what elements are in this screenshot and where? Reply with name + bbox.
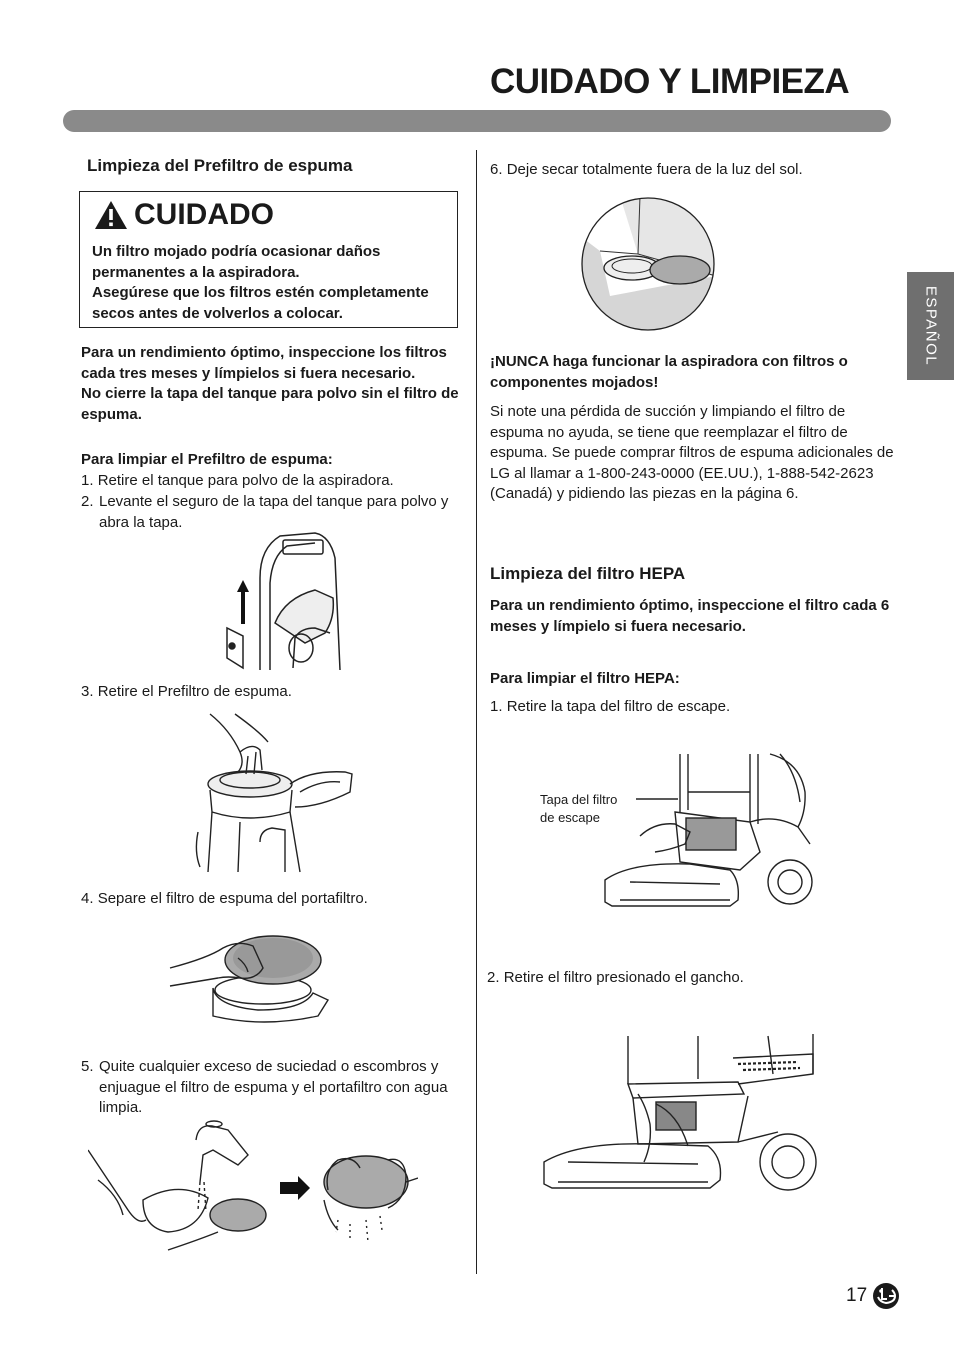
wet-filter-warning: ¡NUNCA haga funcionar la aspiradora con filtros o componentes mojados!	[490, 353, 848, 391]
step-number: 4.	[81, 890, 94, 907]
step-text: Levante el seguro de la tapa del tanque para polvo y abra la tapa.	[99, 493, 449, 531]
step-5	[81, 1057, 466, 1119]
callout-line-1: Tapa del filtro	[540, 792, 618, 807]
rinse-filter-illustration	[88, 1120, 418, 1260]
step-1	[81, 471, 466, 492]
step-number: 1.	[490, 698, 503, 715]
step-number: 1.	[81, 472, 94, 489]
caution-heading-row	[94, 198, 274, 232]
step-text: Deje secar totalmente fuera de la luz del sol.	[506, 161, 803, 178]
step-number: 6.	[490, 161, 503, 178]
step-4	[81, 889, 466, 910]
column-divider	[476, 150, 477, 1274]
caution-text-2: Asegúrese que los filtros estén completamente secos antes de volverlos a colocar.	[92, 284, 429, 322]
step-text: Separe el filtro de espuma del portafiltro.	[97, 890, 368, 907]
language-label: ESPAÑOL	[922, 285, 939, 367]
caution-heading: CUIDADO	[134, 198, 274, 231]
language-side-tab	[907, 272, 954, 380]
step-2	[81, 492, 461, 533]
remove-prefilter-illustration	[190, 712, 360, 874]
hepa-step-2	[487, 968, 887, 989]
step-text: Retire el filtro presionado el gancho.	[503, 969, 744, 986]
hepa-step-1	[490, 697, 890, 718]
step-text: Retire el Prefiltro de espuma.	[97, 683, 292, 700]
dust-tank-lid-illustration	[215, 528, 355, 671]
step-6	[490, 160, 890, 181]
prefilter-intro	[81, 343, 461, 425]
separate-filter-illustration	[168, 928, 333, 1024]
caution-box	[79, 191, 458, 328]
step-3	[81, 682, 466, 703]
step-number: 2.	[81, 493, 94, 510]
drying-filter-illustration	[580, 196, 716, 332]
callout-line-2: de escape	[540, 810, 600, 825]
step-text: Retire la tapa del filtro de escape.	[506, 698, 731, 715]
step-number: 2.	[487, 969, 500, 986]
prefilter-intro-2: No cierre la tapa del tanque para polvo sin el filtro de espuma.	[81, 385, 459, 423]
section-title-hepa: Limpieza del filtro HEPA	[490, 564, 686, 583]
replace-filter-text: Si note una pérdida de succión y limpiando el filtro de espuma no ayuda, se tiene que reemplazar el filtro de espuma. Se puede comprar filtros de espuma adicionales de LG al llamar a 1-800-243-0000 (EE.UU.), 1-888-542-2623 (Canadá) y pidiendo las piezas en la página 6.	[490, 403, 894, 502]
exhaust-cover-illustration	[600, 752, 820, 910]
warning-icon	[94, 200, 128, 230]
step-text: Retire el tanque para polvo de la aspiradora.	[97, 472, 394, 489]
page-title: CUIDADO Y LIMPIEZA	[490, 62, 850, 101]
caution-text-1: Un filtro mojado podría ocasionar daños permanentes a la aspiradora.	[92, 243, 381, 281]
section-title-prefilter: Limpieza del Prefiltro de espuma	[87, 156, 353, 175]
step-number: 5.	[81, 1058, 94, 1075]
hepa-intro: Para un rendimiento óptimo, inspeccione el filtro cada 6 meses y límpielo si fuera necesario.	[490, 597, 890, 635]
remove-hepa-illustration	[538, 1034, 818, 1194]
step-number: 3.	[81, 683, 94, 700]
prefilter-intro-1: Para un rendimiento óptimo, inspeccione los filtros cada tres meses y límpielos si fuera necesario.	[81, 344, 447, 382]
lg-logo-icon	[872, 1282, 900, 1310]
step-text: Quite cualquier exceso de suciedad o escombros y enjuague el filtro de espuma y el portafiltro con agua limpia.	[99, 1058, 448, 1116]
caution-body	[92, 242, 452, 324]
hepa-subheading: Para limpiar el filtro HEPA:	[490, 670, 680, 687]
prefilter-subheading: Para limpiar el Prefiltro de espuma:	[81, 451, 333, 468]
header-rule	[63, 110, 891, 132]
page-number: 17	[846, 1285, 868, 1306]
